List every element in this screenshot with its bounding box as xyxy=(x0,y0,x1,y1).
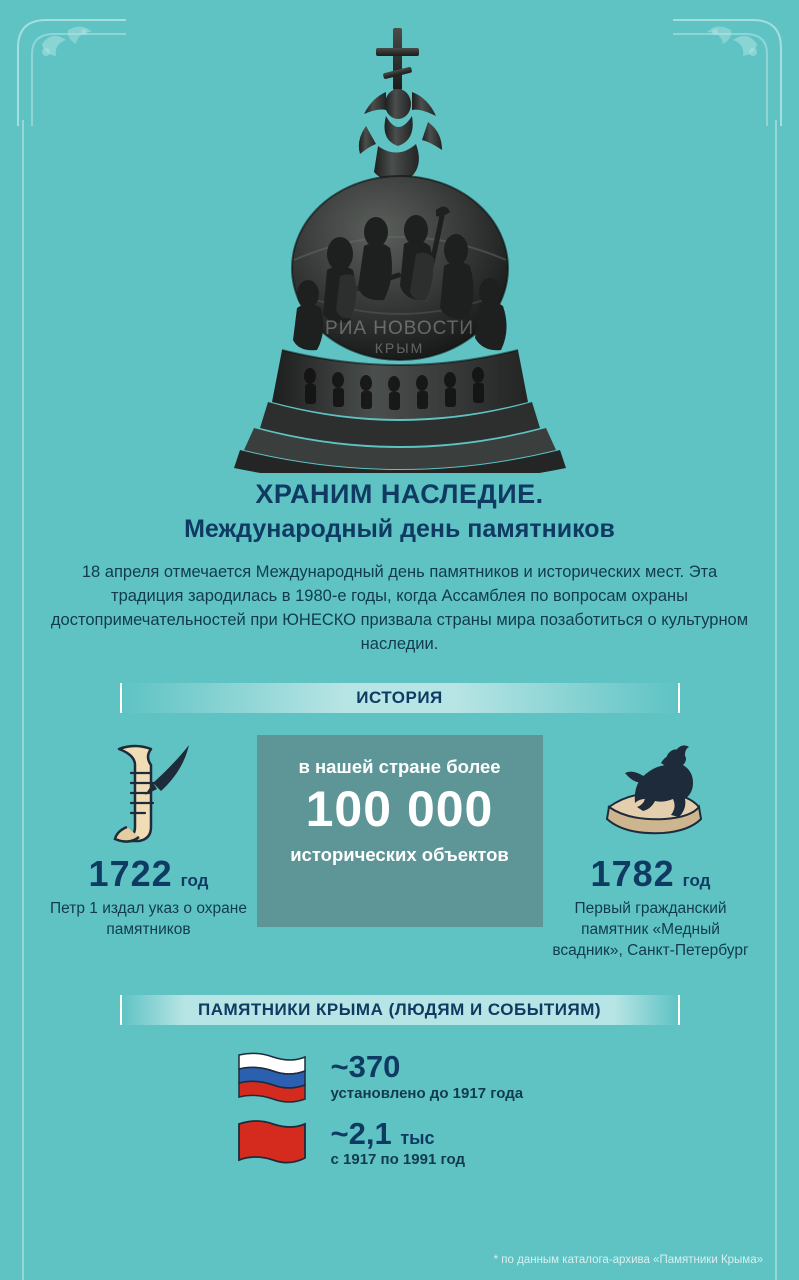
stat-unit: тыс xyxy=(400,1127,435,1148)
section-bar-right-2 xyxy=(615,995,677,1025)
section-header-history xyxy=(120,683,680,713)
stat-description: с 1917 по 1991 год xyxy=(330,1151,466,1169)
history-left-description: Петр 1 издал указ о охране памятников xyxy=(50,899,247,938)
stat-text xyxy=(330,1115,466,1170)
russian-empire-tricolor-flag-icon xyxy=(235,1051,309,1103)
history-left-year-word: год xyxy=(180,870,209,890)
history-right-year: 1782 xyxy=(590,852,675,894)
page-title: ХРАНИМ НАСЛЕДИЕ. xyxy=(255,479,544,509)
stat-row xyxy=(235,1051,565,1103)
stat-value xyxy=(330,1115,466,1151)
history-left-year: 1722 xyxy=(88,852,173,894)
stat-row xyxy=(235,1115,565,1170)
stat-panel-bottom-text: исторических объектов xyxy=(290,843,509,865)
section-edge-right xyxy=(678,683,680,713)
page-subtitle: Международный день памятников xyxy=(184,514,615,543)
soviet-red-flag-icon xyxy=(235,1118,309,1170)
history-row xyxy=(0,735,799,962)
hero-image xyxy=(0,0,799,470)
watermark-line-1: РИА НОВОСТИ xyxy=(325,318,474,339)
section-label-history: ИСТОРИЯ xyxy=(342,683,457,713)
history-right-description: Первый гражданский памятник «Медный всадник», Санкт-Петербург xyxy=(552,899,749,959)
section-header-crimea xyxy=(120,995,680,1025)
stat-number: ~370 xyxy=(330,1049,401,1085)
monument-illustration xyxy=(190,18,610,473)
stat-panel-big-number: 100 000 xyxy=(305,780,494,837)
crimea-stats xyxy=(0,1051,799,1169)
section-label-crimea: ПАМЯТНИКИ КРЫМА (ЛЮДЯМ И СОБЫТИЯМ) xyxy=(184,995,615,1025)
bronze-horseman-icon xyxy=(551,735,751,845)
stat-text xyxy=(331,1051,524,1103)
scroll-quill-icon xyxy=(49,735,249,845)
history-left-column xyxy=(49,735,249,941)
section-edge-right-2 xyxy=(678,995,680,1025)
stat-panel-objects xyxy=(257,735,543,927)
stat-description: установлено до 1917 года xyxy=(330,1085,524,1102)
footnote: * по данным каталога-архива «Памятники Крыма» xyxy=(493,1254,763,1266)
stat-number: ~2,1 xyxy=(330,1115,392,1151)
history-right-column xyxy=(551,735,751,962)
stat-panel-top-text: в нашей стране более xyxy=(298,755,501,777)
intro-paragraph: 18 апреля отмечается Международный день памятников и исторических мест. Эта традиция зародилась в 1980-е годы, когда Ассамблея по вопросам охраны достопримечательностей при ЮНЕСКО призвала страны мира позаботиться о культурном наследии. xyxy=(50,563,749,653)
watermark-line-2: КРЫМ xyxy=(374,339,425,356)
history-right-year-word: год xyxy=(682,870,711,890)
stat-value xyxy=(331,1051,524,1084)
section-bar-left-2 xyxy=(122,995,184,1025)
section-bar-right xyxy=(457,683,678,713)
title-block xyxy=(0,478,799,545)
history-right-year-line xyxy=(551,853,751,895)
history-left-year-line xyxy=(49,853,249,895)
section-bar-left xyxy=(122,683,343,713)
